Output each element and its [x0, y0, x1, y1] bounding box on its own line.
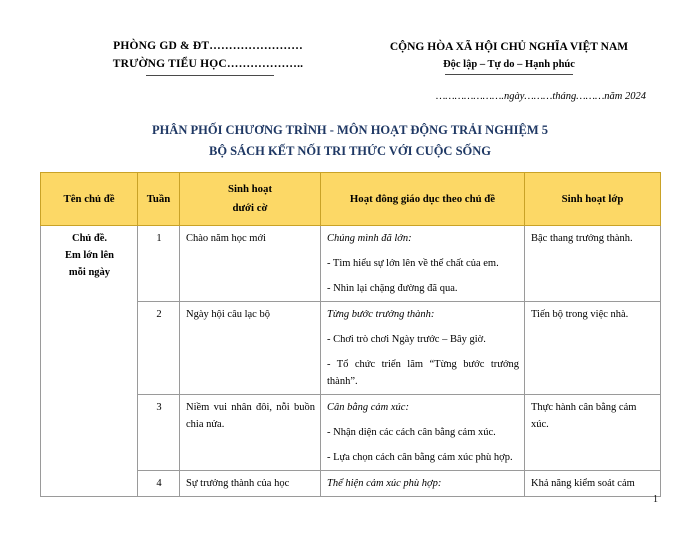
- school-underline: [146, 75, 274, 76]
- class-activity-cell: Tiến bộ trong việc nhà.: [525, 302, 661, 395]
- flag-activity-cell: Ngày hội câu lạc bộ: [180, 302, 321, 395]
- motto-line: Độc lập – Tự do – Hạnh phúc: [443, 59, 575, 71]
- curriculum-table: [40, 172, 661, 497]
- column-header-topic: Tên chủ đề: [41, 173, 138, 226]
- class-activity-cell: Thực hành cân bằng cảm xúc.: [525, 395, 661, 471]
- column-header-class-activity: Sinh hoạt lớp: [525, 173, 661, 226]
- page-title-line-2: BỘ SÁCH KẾT NỐI TRI THỨC VỚI CUỘC SỐNG: [208, 143, 491, 158]
- column-header-main-activity: Hoạt đông giáo dục theo chủ đề: [321, 173, 525, 226]
- table-row: [41, 226, 661, 302]
- page-number: 1: [653, 494, 658, 505]
- topic-cell: [41, 226, 138, 497]
- topic-line-1: Chủ đề.: [71, 233, 107, 245]
- page-title-line-1: PHÂN PHỐI CHƯƠNG TRÌNH - MÔN HOẠT ĐỘNG TRẢI NGHIỆM 5: [151, 123, 549, 138]
- motto-underline: [445, 74, 573, 75]
- main-activity-cell: [321, 395, 525, 471]
- topic-line-2: Em lớn lên: [65, 250, 114, 262]
- class-activity-cell: Khả năng kiểm soát cảm: [525, 471, 661, 497]
- header-right-block: [358, 38, 660, 102]
- nation-line: CỘNG HÒA XÃ HỘI CHỦ NGHĨA VIỆT NAM: [389, 41, 629, 53]
- main-activity-bullet: - Tìm hiểu sự lớn lên về thể chất của em.: [327, 258, 499, 270]
- week-cell: 4: [138, 471, 180, 497]
- main-activity-cell: [321, 302, 525, 395]
- school-line: TRƯỜNG TIỂU HỌC………………..: [112, 57, 304, 70]
- main-activity-cell: [321, 226, 525, 302]
- topic-line-3: mỗi ngày: [68, 267, 111, 279]
- flag-activity-cell: Sự trưởng thành của học: [180, 471, 321, 497]
- week-cell: 1: [138, 226, 180, 302]
- flag-activity-cell: Niềm vui nhân đôi, nỗi buồn chia nửa.: [180, 395, 321, 471]
- main-activity-title: Thể hiện cảm xúc phù hợp:: [327, 478, 442, 490]
- main-activity-bullet: - Lựa chọn cách cân bằng cảm xúc phù hợp.: [327, 452, 513, 464]
- flag-activity-cell: Chào năm học mới: [180, 226, 321, 302]
- header-left-block: [40, 38, 358, 102]
- main-activity-bullet: - Nhìn lại chặng đường đã qua.: [327, 283, 458, 295]
- main-activity-bullet: - Tổ chức triển lãm “Từng bước trưởng thành”.: [327, 359, 519, 388]
- table-header-row: [41, 173, 661, 226]
- document-header: [0, 0, 700, 102]
- column-header-flag-ceremony: [180, 173, 321, 226]
- curriculum-table-wrapper: [0, 172, 700, 497]
- week-cell: 3: [138, 395, 180, 471]
- main-activity-title: Chúng mình đã lớn:: [327, 233, 412, 245]
- class-activity-cell: Bậc thang trưởng thành.: [525, 226, 661, 302]
- week-cell: 2: [138, 302, 180, 395]
- table-body: [41, 226, 661, 497]
- main-activity-bullet: - Chơi trò chơi Ngày trước – Bây giờ.: [327, 334, 486, 346]
- main-activity-cell: [321, 471, 525, 497]
- main-activity-bullet: - Nhận diện các cách cân bằng cảm xúc.: [327, 427, 496, 439]
- date-line: ………………….ngày………tháng………năm 2024: [435, 91, 646, 103]
- column-header-flag-ceremony-line2: dưới cờ: [232, 202, 268, 215]
- main-activity-title: Từng bước trưởng thành:: [327, 309, 435, 321]
- main-activity-title: Cân bằng cảm xúc:: [327, 402, 409, 414]
- department-line: PHÒNG GD & ĐT……………………: [113, 40, 303, 52]
- column-header-week: Tuần: [138, 173, 180, 226]
- column-header-flag-ceremony-line1: Sinh hoạt: [227, 183, 273, 196]
- page-title: [0, 120, 700, 161]
